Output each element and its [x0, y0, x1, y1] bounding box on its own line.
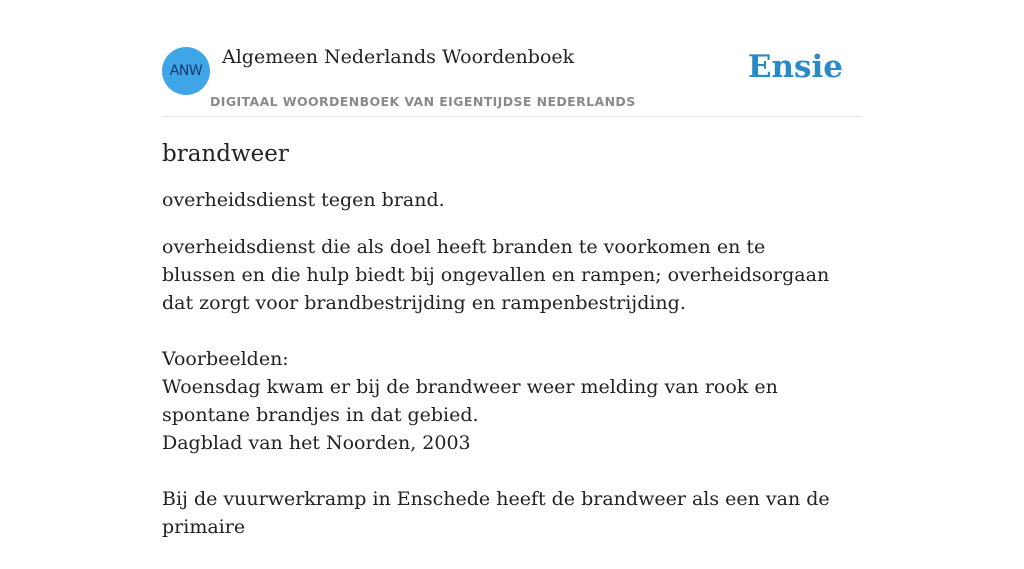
example-source: Dagblad van het Noorden, 2003 [162, 432, 471, 454]
entry-content [162, 136, 842, 569]
site-subtitle: DIGITAAL WOORDENBOEK VAN EIGENTIJDSE NEDERLANDS [210, 94, 636, 109]
long-definition: overheidsdienst die als doel heeft branden te voorkomen en te blussen en die hulp biedt bij ongevallen en rampen; overheidsorgaan dat zorgt voor brandbestrijding en rampenbestrijding. [162, 236, 830, 314]
entry-term: brandweer [162, 141, 289, 167]
site-header [162, 40, 862, 117]
ensie-brand-logo[interactable]: Ensie [747, 49, 843, 85]
examples-heading: Voorbeelden: [162, 348, 289, 370]
example-item [162, 485, 842, 541]
example-text: Bij de vuurwerkramp in Enschede heeft de brandweer als een van de primaire [162, 488, 830, 538]
site-title[interactable]: Algemeen Nederlands Woordenboek [222, 46, 575, 68]
logo-text: ANW [169, 63, 203, 79]
anw-logo[interactable] [162, 47, 210, 95]
example-text: Woensdag kwam er bij de brandweer weer melding van rook en spontane brandjes in dat gebied. [162, 376, 778, 426]
example-item [162, 373, 842, 457]
short-definition: overheidsdienst tegen brand. [162, 189, 445, 211]
